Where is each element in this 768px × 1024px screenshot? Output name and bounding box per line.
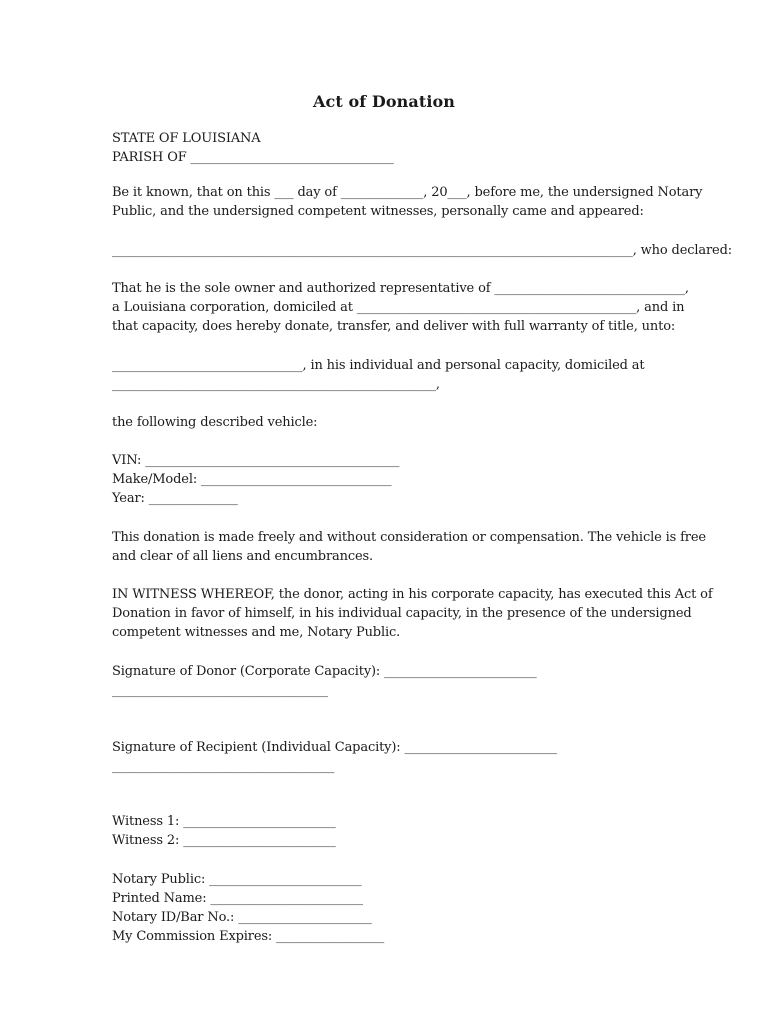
vin-field: VIN: ________________________________________	[112, 453, 400, 468]
known-line-1: Be it known, that on this ___ day of _____________, 20___, before me, the undersigned Notary	[112, 185, 703, 200]
free-line-1: This donation is made freely and without consideration or compensation. The vehicle is free	[112, 530, 706, 545]
witness-1-field: Witness 1: ________________________	[112, 814, 336, 829]
make-model-field: Make/Model: ______________________________	[112, 472, 392, 487]
witness-clause-1: IN WITNESS WHEREOF, the donor, acting in his corporate capacity, has executed this Act of	[112, 587, 713, 602]
owner-line-3: that capacity, does hereby donate, transfer, and deliver with full warranty of title, unto:	[112, 319, 676, 334]
owner-line-2: a Louisiana corporation, domiciled at ____________________________________________, and in	[112, 300, 685, 315]
donor-signature-line: __________________________________	[112, 683, 328, 698]
witness-2-field: Witness 2: ________________________	[112, 833, 336, 848]
parish-line: PARISH OF ________________________________	[112, 150, 394, 165]
owner-line-1: That he is the sole owner and authorized representative of ______________________________,	[112, 281, 689, 296]
free-line-2: and clear of all liens and encumbrances.	[112, 549, 374, 564]
recipient-line-1: ______________________________, in his individual and personal capacity, domiciled at	[112, 358, 645, 373]
known-line-2: Public, and the undersigned competent witnesses, personally came and appeared:	[112, 204, 644, 219]
state-line: STATE OF LOUISIANA	[112, 131, 261, 146]
recipient-signature-line: ___________________________________	[112, 759, 335, 774]
printed-name-field: Printed Name: ________________________	[112, 891, 363, 906]
notary-public-field: Notary Public: ________________________	[112, 872, 362, 887]
vehicle-intro: the following described vehicle:	[112, 415, 318, 430]
document-title: Act of Donation	[312, 92, 456, 111]
notary-id-field: Notary ID/Bar No.: _____________________	[112, 910, 372, 925]
recipient-signature-field: Signature of Recipient (Individual Capacity): ________________________	[112, 740, 557, 755]
witness-clause-3: competent witnesses and me, Notary Public.	[112, 625, 401, 640]
year-field: Year: ______________	[112, 491, 238, 506]
witness-clause-2: Donation in favor of himself, in his individual capacity, in the presence of the undersigned	[112, 606, 692, 621]
declared-line: __________________________________________________________________________________, who declared:	[112, 243, 732, 258]
commission-expires-field: My Commission Expires: _________________	[112, 929, 385, 944]
donor-signature-field: Signature of Donor (Corporate Capacity): ________________________	[112, 664, 537, 679]
recipient-line-2: ___________________________________________________,	[112, 377, 440, 392]
